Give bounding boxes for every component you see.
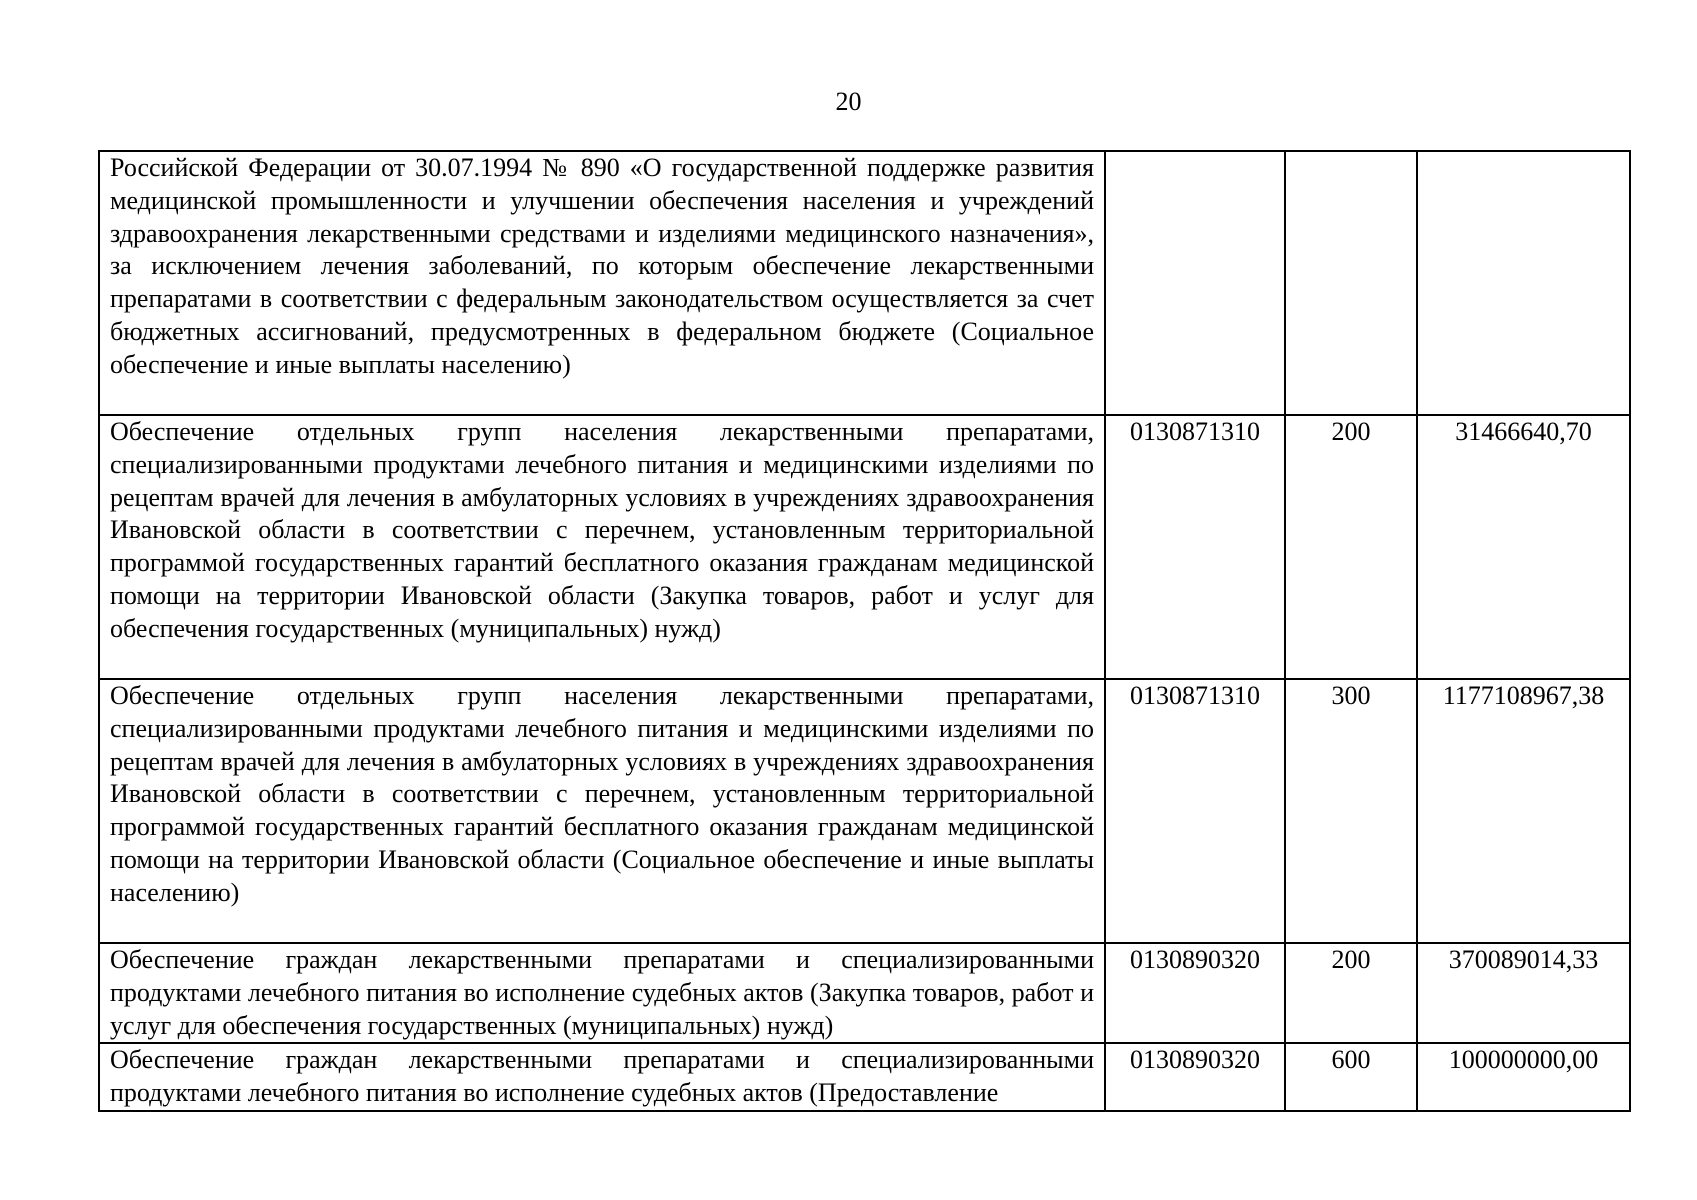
table-row xyxy=(99,943,1630,1043)
row-amount xyxy=(1417,151,1630,415)
row-target-code: 0130871310 xyxy=(1105,679,1285,943)
row-amount: 370089014,33 xyxy=(1417,943,1630,1043)
row-target-code: 0130871310 xyxy=(1105,415,1285,679)
row-description: Российской Федерации от 30.07.1994 № 890 «О государственной поддержке развития медицинской промышленности и улучшении обеспечения населения и учреждений здравоохранения лекарственными средствами и изделиями медицинского назначения», за исключением лечения заболеваний, по которым обеспечение лекарственными препаратами в соответствии с федеральным законодательством осуществляется за счет бюджетных ассигнований, предусмотренных в федеральном бюджете (Социальное обеспечение и иные выплаты населению) xyxy=(99,151,1105,415)
budget-table xyxy=(98,150,1631,1112)
row-description: Обеспечение отдельных групп населения лекарственными препаратами, специализированными продуктами лечебного питания и медицинскими изделиями по рецептам врачей для лечения в амбулаторных условиях в учреждениях здравоохранения Ивановской области в соответствии с перечнем, установленным территориальной программой государственных гарантий бесплатного оказания гражданам медицинской помощи на территории Ивановской области (Закупка товаров, работ и услуг для обеспечения государственных (муниципальных) нужд) xyxy=(99,415,1105,679)
row-target-code: 0130890320 xyxy=(1105,943,1285,1043)
row-expense-type: 600 xyxy=(1285,1043,1417,1111)
row-expense-type: 200 xyxy=(1285,415,1417,679)
table-row xyxy=(99,151,1630,415)
page-number: 20 xyxy=(835,87,862,116)
row-expense-type: 200 xyxy=(1285,943,1417,1043)
row-description: Обеспечение граждан лекарственными препаратами и специализированными продуктами лечебного питания во исполнение судебных актов (Предоставление xyxy=(99,1043,1105,1111)
row-amount: 100000000,00 xyxy=(1417,1043,1630,1111)
row-amount: 1177108967,38 xyxy=(1417,679,1630,943)
row-expense-type xyxy=(1285,151,1417,415)
row-description: Обеспечение граждан лекарственными препаратами и специализированными продуктами лечебного питания во исполнение судебных актов (Закупка товаров, работ и услуг для обеспечения государственных (муниципальных) нужд) xyxy=(99,943,1105,1043)
row-target-code xyxy=(1105,151,1285,415)
row-expense-type: 300 xyxy=(1285,679,1417,943)
row-amount: 31466640,70 xyxy=(1417,415,1630,679)
table-row xyxy=(99,679,1630,943)
row-description: Обеспечение отдельных групп населения лекарственными препаратами, специализированными продуктами лечебного питания и медицинскими изделиями по рецептам врачей для лечения в амбулаторных условиях в учреждениях здравоохранения Ивановской области в соответствии с перечнем, установленным территориальной программой государственных гарантий бесплатного оказания гражданам медицинской помощи на территории Ивановской области (Социальное обеспечение и иные выплаты населению) xyxy=(99,679,1105,943)
table-row xyxy=(99,415,1630,679)
row-target-code: 0130890320 xyxy=(1105,1043,1285,1111)
table-row xyxy=(99,1043,1630,1111)
